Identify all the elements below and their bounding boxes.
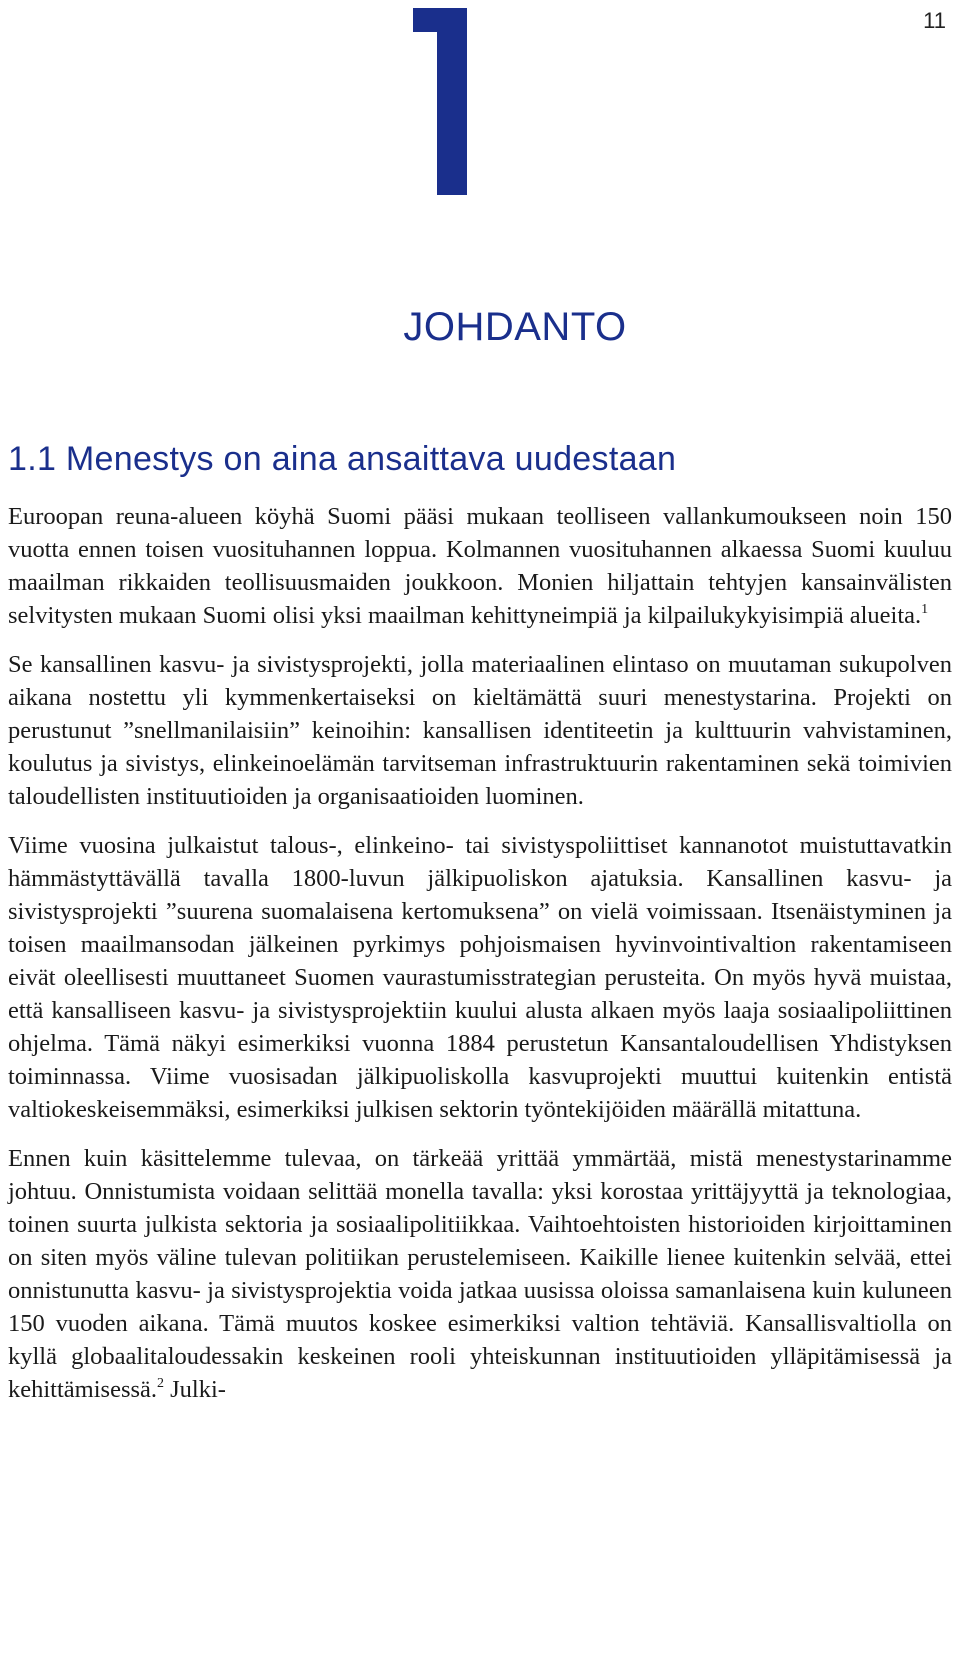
- paragraph-text: Euroopan reuna-alueen köyhä Suomi pääsi mukaan teolliseen vallankumoukseen noin 150 vuotta ennen toisen vuosituhannen loppua. Kolmannen vuosituhannen alkaessa Suomi kuuluu maailman rikkaiden teollisuusmaiden joukkoon. Monien hiljattain tehtyjen kansainvälisten selvitysten mukaan Suomi olisi yksi maailman kehittyneimpiä ja kilpailukykyisimpiä alueita.: [8, 503, 952, 629]
- body-text: [8, 500, 952, 1422]
- paragraph-text: Ennen kuin käsittelemme tulevaa, on tärkeää yrittää ymmärtää, mistä menestystarinamme johtuu. Onnistumista voidaan selittää monella tavalla: yksi korostaa yrittäjyyttä ja teknologiaa, toinen suurta julkista sektoria ja sosiaalipolitiikkaa. Vaihtoehtoisten historioiden kirjoittaminen on siten myös väline tulevan politiikan perustelemiseen. Kaikille lienee kuitenkin selvää, ettei onnistunutta kasvu- ja sivistysprojektia voida jatkaa uusissa oloissa samanlaisena kuin kuluneen 150 vuoden aikana. Tämä muutos koskee esimerkiksi valtion tehtäviä. Kansallisvaltiolla on kyllä globaalitaloudessakin keskeinen rooli yhteiskunnan instituutioiden ylläpitämisessä ja kehittämisessä.: [8, 1145, 952, 1403]
- footnote-marker[interactable]: 2: [157, 1376, 165, 1391]
- paragraph-text: Se kansallinen kasvu- ja sivistysprojekti, jolla materiaalinen elintaso on muutaman sukupolven aikana nostettu yli kymmenkertaiseksi on kieltämättä suuri menestystarina. Projekti on perustunut ”snellmanilaisiin” keinoihin: kansallisen identiteetin ja kulttuurin vahvistaminen, koulutus ja sivistys, elinkeinoelämän tarvitseman infrastruktuurin rakentaminen sekä toimivien taloudellisten instituutioiden ja organisaatioiden luominen.: [8, 651, 952, 810]
- chapter-number: [0, 0, 960, 210]
- page-number: 11: [923, 8, 946, 33]
- chapter-number-glyph: [413, 8, 467, 195]
- paragraph-4: [8, 1142, 952, 1406]
- paragraph-3: [8, 829, 952, 1126]
- paragraph-text: Viime vuosina julkaistut talous-, elinkeino- tai sivistyspoliittiset kannanotot muistuttavatkin hämmästyttävällä tavalla 1800-luvun jälkipuoliskon ajatuksia. Kansallinen kasvu- ja sivistysprojekti ”suurena suomalaisena kertomuksena” on vielä voimissaan. Itsenäistyminen ja toisen maailmansodan jälkeinen pyrkimys pohjoismaisen hyvinvointivaltion rakentamiseen eivät oleellisesti muuttaneet Suomen vaurastumisstrategian perusteita. On myös hyvä muistaa, että kansalliseen kasvu- ja sivistysprojektiin kuului alusta alkaen myös laaja sosiaalipoliittinen ohjelma. Tämä näkyi esimerkiksi vuonna 1884 perustetun Kansantaloudellisen Yhdistyksen toiminnassa. Viime vuosisadan jälkipuoliskolla kasvuprojekti muuttui kuitenkin entistä valtiokeskeisemmäksi, esimerkiksi julkisen sektorin työntekijöiden määrällä mitattuna.: [8, 832, 952, 1123]
- chapter-title: JOHDANTO: [403, 305, 627, 349]
- paragraph-2: [8, 648, 952, 813]
- section-heading: 1.1 Menestys on aina ansaittava uudestaan: [8, 440, 677, 478]
- paragraph-1: [8, 500, 952, 632]
- paragraph-continuation: Julki-: [164, 1376, 226, 1403]
- footnote-marker[interactable]: 1: [921, 602, 929, 617]
